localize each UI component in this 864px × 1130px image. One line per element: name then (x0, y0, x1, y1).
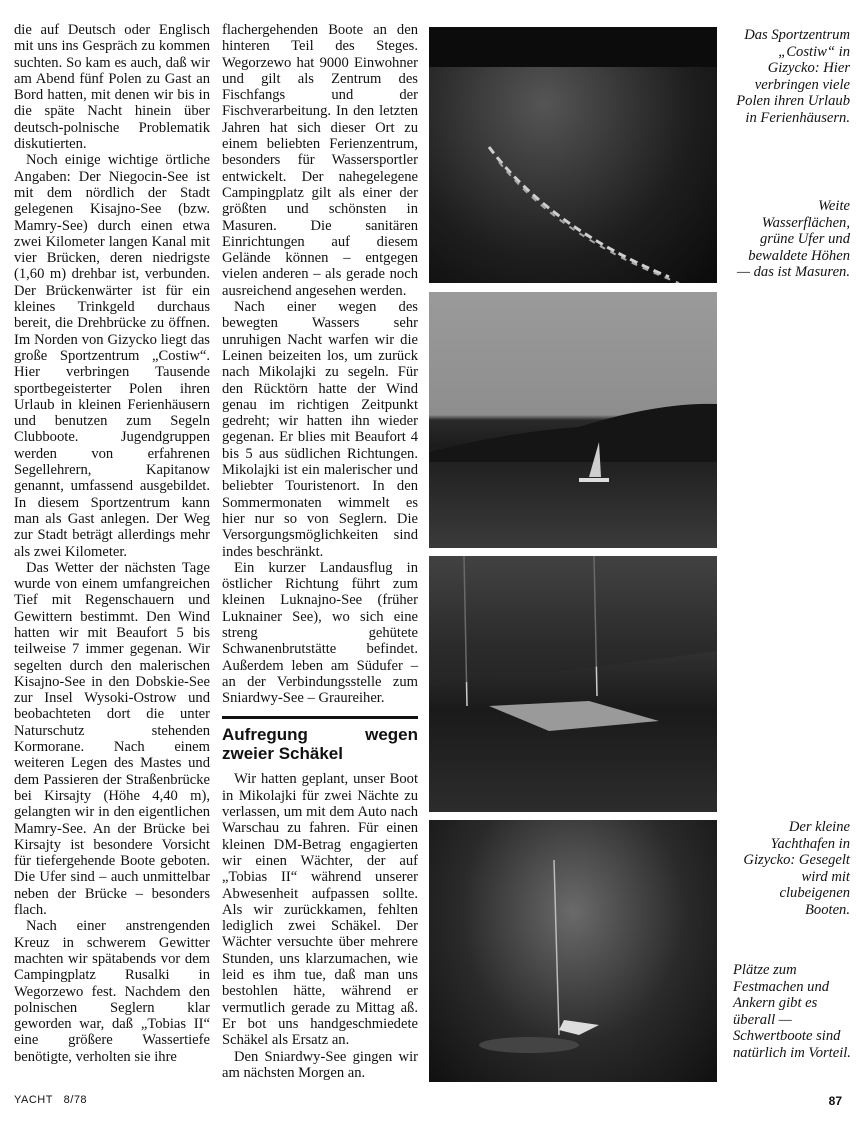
caption-mooring: Plätze zum Festmachen und Ankern gibt es überall — Schwertboote sind natürlich im Vorteil. (733, 962, 851, 1061)
paragraph: Das Wetter der nächsten Tage wurde von einem umfangreichen Tief mit Regenschauern und Gewittern bestimmt. Den Wind hatten wir mit Beaufort 5 bis teilweise 7 immer gegenan. Wir segelten durch den malerischen Kisajno-See in den Dobskie-See zur Insel Wysoki-Ostrow und beobachteten dort die unter Naturschutz stehenden Kormorane. Nach einem weiteren Legen des Mastes und dem Passieren der Straßenbrücke bei Kirsajty (Höhe 4,40 m), gelangten wir in den eigentlichen Mamry-See. An der Brücke bei Kirsajty ist besondere Vorsicht für tiefergehende Boote geboten. Die Ufer sind – auch unmittelbar neben der Brücke – besonders flach. (14, 559, 210, 919)
caption-sports-center: Das Sportzentrum „Costiw“ in Gizycko: Hier verbringen viele Polen ihren Urlaub in Ferienhäusern. (736, 27, 850, 126)
paragraph: Noch einige wichtige örtliche Angaben: Der Niegocin-See ist mit dem nördlich der Stadt gelegenen Kisajno-See (bzw. Mamry-See) durch einen etwa zwei Kilometer langen Kanal mit vier Brücken, deren niedrigste (1,60 m) drehbar ist, verbunden. Der Brückenwärter ist für ein kleines Trinkgeld durchaus bereit, die Drehbrücke zu öffnen. Im Norden von Gizycko liegt das große Sportzentrum „Costiw“. Hier verbringen Tausende sportbegeisterter Polen ihren Urlaub in kleinen Ferienhäusern und benutzen zum Segeln Clubboote. Jugendgruppen werden von erfahrenen Segellehrern, Kapitanow genannt, umfassend ausgebildet. In diesem Sportzentrum kann man als Gast anlegen. Der Weg zur Stadt beträgt allerdings mehr als zwei Kilometer. (14, 152, 210, 560)
paragraph: die auf Deutsch oder Englisch mit uns ins Gespräch zu kommen suchten. So kam es auch, daß wir am Abend fünf Polen zu Gast an Bord hatten, mit denen wir bis in die späte Nacht hinein über deutsch-polnische Problematik diskutierten. (14, 22, 210, 153)
paragraph: Nach einer anstrengenden Kreuz in schwerem Gewitter machten wir spätabends vor dem Campingplatz Rusalki in Wegorzewo fest. Nachdem den polnischen Seglern klar geworden war, daß „Tobias II“ eine größere Wassertiefe benötigte, verholten sie ihre (14, 918, 210, 1065)
paragraph: Wir hatten geplant, unser Boot in Mikolajki für zwei Nächte zu verlassen, um mit dem Auto nach Warschau zu fahren. Für einen kleinen DM-Betrag engagierten wir einen Wächter, der auf „Tobias II“ während unserer Abwesenheit aufpassen sollte. Als wir zurückkamen, fehlten lediglich zwei Schäkel. Der Wächter versuchte über mehrere Stunden, uns klarzumachen, wie leid es ihm tue, daß man uns bestohlen hätte, während er vermutlich gerade zu Mittag aß. Er bot uns handgeschmiedete Schäkel als Ersatz an. (222, 771, 418, 1049)
text-column-1 (14, 22, 210, 1065)
photo-lake-landscape (429, 292, 717, 548)
magazine-name: YACHT (14, 1094, 53, 1106)
photo-mooring-boats (429, 820, 717, 1082)
paragraph: Den Sniardwy-See gingen wir am nächsten Morgen an. (222, 1048, 418, 1081)
text-column-2 (222, 22, 418, 1081)
photo-sports-center (429, 27, 717, 283)
photo-yacht-harbor (429, 556, 717, 812)
page-number: 87 (828, 1094, 842, 1108)
caption-lake-landscape: Weite Wasserflächen, grüne Ufer und bewaldete Höhen — das ist Masuren. (737, 198, 850, 280)
paragraph: flachergehenden Boote an den hinteren Teil des Steges. Wegorzewo hat 9000 Einwohner und gilt als Zentrum des Fischfangs und der Fischverarbeitung. In den letzten Jahren hat sich dieser Ort zu einem beliebten Ferienzentrum, besonders für Wassersportler entwickelt. Der nahegelegene Campingplatz gilt als einer der größten und schönsten in Masuren. Die sanitären Einrichtungen auf diesem Gelände können – entgegen vielen anderen – als gerade noch ausreichend angesehen werden. (222, 22, 418, 299)
caption-yacht-harbor: Der kleine Yachthafen in Gizycko: Gesegelt wird mit clubeigenen Booten. (743, 819, 850, 918)
paragraph: Nach einer wegen des bewegten Wassers sehr unruhigen Nacht warfen wir die Leinen beizeiten los, um zurück nach Mikolajki zu segeln. Für den Rücktörn hatte der Wind genau im richtigen Zeitpunkt gedreht; wir hatten ihn wieder gegenan. Er blies mit Beaufort 4 bis 5 aus südlichen Richtungen. Mikolajki ist ein malerischer und beliebter Touristenort. In den Sommermonaten wimmelt es hier nur so von Seglern. Die Versorgungsmöglichkeiten sind indes beschränkt. (222, 299, 418, 560)
footer-issue (14, 1094, 87, 1106)
paragraph: Ein kurzer Landausflug in östlicher Richtung führt zum kleinen Luknajno-See (früher Luknainer See), wo sich eine streng gehütete Schwanenbrutstätte befindet. Außerdem leben am Südufer – an der Verbindungsstelle zum Sniardwy-See – Graureiher. (222, 559, 418, 707)
issue-number: 8/78 (63, 1094, 88, 1106)
section-heading: Aufregung wegen zweier Schäkel (222, 716, 418, 763)
